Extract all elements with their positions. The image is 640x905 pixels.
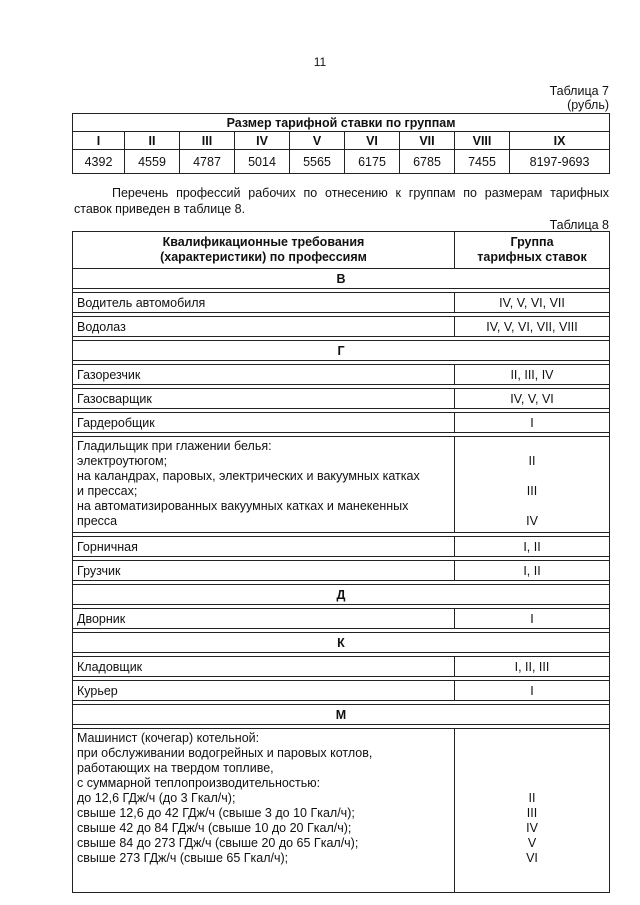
group-line bbox=[459, 499, 605, 514]
section-letter-row bbox=[73, 341, 610, 361]
table7-unit: (рубль) bbox=[567, 98, 609, 112]
profession-name bbox=[73, 437, 455, 533]
table-row bbox=[73, 609, 610, 629]
group-header-cell: VI bbox=[345, 132, 400, 150]
header-left-line: Квалификационные требования bbox=[162, 235, 365, 249]
table-row bbox=[73, 413, 610, 433]
group-line: III bbox=[526, 806, 538, 820]
table-row bbox=[73, 657, 610, 677]
table-row bbox=[73, 537, 610, 557]
profession-line: на автоматизированных вакуумных катках и манекенных bbox=[77, 499, 409, 513]
section-letter: Д bbox=[73, 585, 610, 605]
table7-caption: Таблица 7 bbox=[549, 84, 609, 98]
header-group bbox=[455, 232, 610, 269]
professions-table bbox=[72, 231, 610, 893]
group-line bbox=[459, 746, 605, 761]
table8-header-row bbox=[73, 232, 610, 269]
section-letter: М bbox=[73, 705, 610, 725]
rate-value-cell: 4559 bbox=[125, 150, 180, 174]
group-header-cell: IX bbox=[510, 132, 610, 150]
group-line: III bbox=[526, 484, 538, 498]
profession-name: Горничная bbox=[73, 537, 455, 557]
profession-group: I bbox=[455, 609, 610, 629]
group-line: II bbox=[528, 454, 536, 468]
section-letter: В bbox=[73, 269, 610, 289]
rate-value-cell: 4392 bbox=[73, 150, 125, 174]
table8-caption: Таблица 8 bbox=[549, 218, 609, 232]
header-right-line: тарифных ставок bbox=[477, 250, 587, 264]
profession-group: IV, V, VI, VII, VIII bbox=[455, 317, 610, 337]
group-header-cell: VII bbox=[400, 132, 455, 150]
profession-group: I, II, III bbox=[455, 657, 610, 677]
section-letter: Г bbox=[73, 341, 610, 361]
profession-group: I bbox=[455, 413, 610, 433]
group-header-cell: IV bbox=[235, 132, 290, 150]
profession-name: Газорезчик bbox=[73, 365, 455, 385]
group-line bbox=[459, 439, 605, 454]
section-letter-row bbox=[73, 585, 610, 605]
group-header-cell: III bbox=[180, 132, 235, 150]
section-letter-row bbox=[73, 633, 610, 653]
profession-line: и прессах; bbox=[77, 484, 138, 498]
table-row bbox=[73, 293, 610, 313]
profession-group: IV, V, VI bbox=[455, 389, 610, 409]
rate-value-cell: 6785 bbox=[400, 150, 455, 174]
group-header-cell: II bbox=[125, 132, 180, 150]
profession-name: Газосварщик bbox=[73, 389, 455, 409]
tariff-rate-table bbox=[72, 113, 610, 174]
header-requirements bbox=[73, 232, 455, 269]
profession-name: Гардеробщик bbox=[73, 413, 455, 433]
group-header-cell: VIII bbox=[455, 132, 510, 150]
rate-value-cell: 7455 bbox=[455, 150, 510, 174]
group-header-cell: V bbox=[290, 132, 345, 150]
group-line bbox=[459, 761, 605, 776]
table-row bbox=[73, 317, 610, 337]
profession-group: I, II bbox=[455, 537, 610, 557]
rate-value-cell: 8197-9693 bbox=[510, 150, 610, 174]
section-letter: К bbox=[73, 633, 610, 653]
profession-line: электроутюгом; bbox=[77, 454, 168, 468]
profession-line: до 12,6 ГДж/ч (до 3 Гкал/ч); bbox=[77, 791, 236, 805]
group-line: VI bbox=[526, 851, 538, 865]
profession-group: I, II bbox=[455, 561, 610, 581]
group-line: IV bbox=[526, 514, 538, 528]
rate-value-cell: 4787 bbox=[180, 150, 235, 174]
profession-line: свыше 84 до 273 ГДж/ч (свыше 20 до 65 Гкал/ч); bbox=[77, 836, 359, 850]
profession-line: пресса bbox=[77, 514, 118, 528]
rate-value-cell: 5565 bbox=[290, 150, 345, 174]
profession-line: с суммарной теплопроизводительностью: bbox=[77, 776, 321, 790]
profession-line: Гладильщик при глажении белья: bbox=[77, 439, 272, 453]
intro-paragraph: Перечень профессий рабочих по отнесению к группам по размерам тарифных ставок приведен в таблице 8. bbox=[74, 186, 609, 216]
profession-group: I bbox=[455, 681, 610, 701]
table-row bbox=[73, 389, 610, 409]
group-line: IV bbox=[526, 821, 538, 835]
table-row bbox=[73, 365, 610, 385]
group-line: V bbox=[527, 836, 537, 850]
table-row bbox=[73, 681, 610, 701]
profession-name: Дворник bbox=[73, 609, 455, 629]
profession-line: работающих на твердом топливе, bbox=[77, 761, 274, 775]
profession-group bbox=[455, 729, 610, 893]
profession-name bbox=[73, 729, 455, 893]
profession-name: Курьер bbox=[73, 681, 455, 701]
table-row-multiline bbox=[73, 729, 610, 893]
profession-group bbox=[455, 437, 610, 533]
profession-line: при обслуживании водогрейных и паровых котлов, bbox=[77, 746, 373, 760]
page-number: 11 bbox=[313, 55, 327, 69]
group-header-cell: I bbox=[73, 132, 125, 150]
profession-line: Машинист (кочегар) котельной: bbox=[77, 731, 260, 745]
header-left-line: (характеристики) по профессиям bbox=[160, 250, 367, 264]
group-line bbox=[459, 469, 605, 484]
group-line bbox=[459, 776, 605, 791]
group-line: II bbox=[528, 791, 536, 805]
section-letter-row bbox=[73, 705, 610, 725]
profession-line: свыше 42 до 84 ГДж/ч (свыше 10 до 20 Гкал/ч); bbox=[77, 821, 352, 835]
table-row bbox=[73, 561, 610, 581]
profession-name: Грузчик bbox=[73, 561, 455, 581]
rate-value-cell: 6175 bbox=[345, 150, 400, 174]
profession-name: Водитель автомобиля bbox=[73, 293, 455, 313]
profession-group: II, III, IV bbox=[455, 365, 610, 385]
table-row-multiline bbox=[73, 437, 610, 533]
table7-title: Размер тарифной ставки по группам bbox=[73, 114, 610, 132]
group-line bbox=[459, 731, 605, 746]
profession-line: на каландрах, паровых, электрических и вакуумных катках bbox=[77, 469, 420, 483]
profession-name: Водолаз bbox=[73, 317, 455, 337]
profession-group: IV, V, VI, VII bbox=[455, 293, 610, 313]
rate-value-cell: 5014 bbox=[235, 150, 290, 174]
profession-line: свыше 12,6 до 42 ГДж/ч (свыше 3 до 10 Гкал/ч); bbox=[77, 806, 355, 820]
header-right-line: Группа bbox=[510, 235, 554, 249]
profession-name: Кладовщик bbox=[73, 657, 455, 677]
profession-line: свыше 273 ГДж/ч (свыше 65 Гкал/ч); bbox=[77, 851, 289, 865]
section-letter-row bbox=[73, 269, 610, 289]
